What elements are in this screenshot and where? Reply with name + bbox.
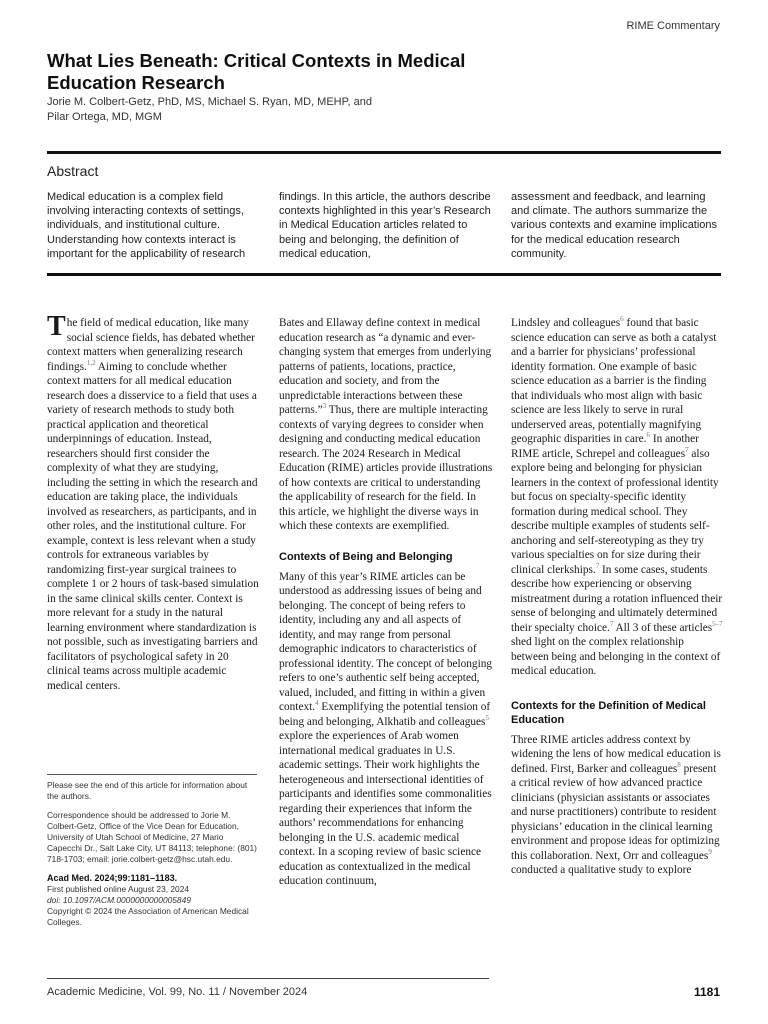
- reference-marker: 5–7: [712, 619, 723, 628]
- citation: Acad Med. 2024;99:1181–1183.: [47, 873, 178, 883]
- text-run: Exemplifying the potential tension of being and belonging, Alkhatib and colleagues: [279, 701, 491, 728]
- correspondence-note: Correspondence should be addressed to Jorie M. Colbert-Getz, Office of the Vice Dean for Education, University of Utah School of Medicine, 27 Mario Capecchi Dr., Salt Lake City, UT 84113; telephone: (801) 718-1703; email: jorie.colbert-getz@hsc.utah.edu.: [47, 810, 257, 864]
- text-run: also explore being and belonging for physician learners in the context of professional identity but focus on specialty-specific identity formation during medical school. They describe multiple examples of students self-anchoring and self-stereotyping as they try various specialties on for size during their clinical clerkships.: [511, 447, 719, 576]
- reference-marker: 3: [322, 402, 327, 411]
- reference-marker: 4: [315, 699, 319, 708]
- text-run: Three RIME articles address context by widening the lens of how medical education is defined. First, Barker and colleagues: [511, 733, 721, 775]
- body-paragraph: [47, 311, 261, 693]
- journal-footer: Academic Medicine, Vol. 99, No. 11 / November 2024: [47, 986, 308, 998]
- abstract-top-rule: [47, 151, 721, 154]
- body-paragraph: [511, 733, 723, 878]
- footnote-rule: [47, 774, 257, 775]
- abstract-column-3: assessment and feedback, and learning and climate. The authors summarize the various contexts and examine implications for the medical education research community.: [511, 191, 718, 260]
- text-run: present a critical review of how advanced practice clinicians (physician assistants or associates and nurse practitioners) contribute to resident physicians’ education in the clinical learning environment and propose ideas for optimizing this collaboration. Next, Orr and colleagues: [511, 762, 720, 862]
- body-paragraph: [279, 316, 493, 534]
- running-head: RIME Commentary: [626, 20, 720, 32]
- body-column-3: [511, 316, 723, 878]
- text-run: he field of medical education, like many social science fields, has debated whether context matters when generalizing research findings.: [47, 317, 255, 373]
- reference-marker: 7: [609, 619, 614, 628]
- text-run: All 3 of these articles: [613, 621, 713, 634]
- abstract-column-1: Medical education is a complex field involving interacting contexts of settings, individuals, and institutional culture. Understanding how contexts interact is important for the applicability of research: [47, 191, 246, 260]
- reference-marker: 6: [620, 315, 624, 324]
- article-title: What Lies Beneath: Critical Contexts in Medical Education Research: [47, 50, 466, 93]
- text-run: shed light on the complex relationship between being and belonging in the context of medical education.: [511, 636, 721, 677]
- text-run: explore the experiences of Arab women international medical graduates in U.S. academic settings. Their work highlights the heterogeneous and intersectional identities of participants and identifies some commonalities regarding their experiences that inform the authors’ recommendations for enhancing belonging in the U.S. academic medical context. In a scoping review of basic science education as contextualized in the medical education continuum,: [279, 730, 492, 887]
- abstract-bottom-rule: [47, 273, 721, 276]
- text-run: In another RIME article, Schrepel and colleagues: [511, 433, 699, 460]
- text-run: Aiming to conclude whether context matters for all medical education research does a disservice to a field that uses a variety of research methods to study both practical application and theoretical underpinnings of education. Instead, researchers should first consider the complexity of what they are studying, including the setting in which the research and education are taking place, the individuals involved as researchers, as participants, and in other roles, and the institutional culture. For example, context is less relevant when a study controls for extraneous variables by randomizing first-year surgical trainees to complete 1 or 2 hours of task-based simulation in the same clinical skills center. Context is more relevant for a study in the natural learning environment where standardization is not possible, such as investigating barriers and facilitators of psychological safety in 20 clinical teams across multiple academic medical centers.: [47, 360, 259, 692]
- publication-date: First published online August 23, 2024: [47, 884, 190, 894]
- authors-line-1: Jorie M. Colbert-Getz, PhD, MS, Michael S. Ryan, MD, MEHP, and: [47, 96, 373, 108]
- copyright: Copyright © 2024 the Association of American Medical Colleges.: [47, 906, 249, 927]
- reference-marker: 5: [485, 713, 489, 722]
- reference-marker: 8: [677, 760, 681, 769]
- text-run: conducted a qualitative study to explore: [511, 864, 692, 876]
- reference-marker: 9: [708, 847, 712, 856]
- author-list: [47, 95, 427, 124]
- footer-rule: [47, 978, 489, 979]
- text-run: found that basic science education can serve as both a catalyst and a barrier for physicians’ professional identity formation. One example of basic science education as a barrier is the finding that individuals who most align with basic science are less likely to serve in rural underserved areas, potentially magnifying geographic disparities in care.: [511, 317, 717, 445]
- author-info-note: Please see the end of this article for information about the authors.: [47, 780, 248, 801]
- doi-link[interactable]: doi: 10.1097/ACM.0000000000005849: [47, 895, 191, 905]
- text-run: Thus, there are multiple interacting contexts of varying degrees to consider when designing and conducting medical education research. The 2024 Research in Medical Education (RIME) articles provide illustrations of how contexts are critical to understanding the applicability of research for the field. In this article, we highlight the diverse ways in which these contexts are exemplified.: [279, 404, 493, 532]
- footnotes: [47, 780, 259, 928]
- body-paragraph: [279, 570, 493, 889]
- section-heading-being-belonging: Contexts of Being and Belonging: [279, 550, 453, 563]
- text-run: Bates and Ellaway define context in medical education research as “a dynamic and ever-changing system that emerges from underlying patterns of patients, locations, practice, education and society, and from the unpredictable interactions between these patterns.”: [279, 317, 492, 416]
- body-column-2: [279, 316, 493, 889]
- text-run: In some cases, students describe how experiencing or observing mistreatment during a rotation influenced their sense of belonging and ultimately determined their specialty choice.: [511, 563, 723, 634]
- abstract-column-2: findings. In this article, the authors describe contexts highlighted in this year’s Research in Medical Education articles related to being and belonging, the definition of medical education,: [279, 191, 491, 260]
- body-paragraph: [511, 316, 723, 679]
- text-run: Many of this year’s RIME articles can be understood as addressing issues of being and belonging. The concept of being refers to identity, including any and all aspects of identity, and may range from personal demographic indicators to characteristics of professional identity. The concept of belonging refers to one’s authentic self being accepted, valued, included, and fitting in within a given context.: [279, 570, 493, 713]
- reference-marker: 6: [646, 431, 651, 440]
- reference-marker: 1,2: [86, 358, 96, 367]
- abstract-heading: Abstract: [47, 163, 99, 179]
- page-number: 1181: [693, 985, 720, 999]
- reference-marker: 7: [595, 561, 600, 570]
- section-heading-definition: Contexts for the Definition of Medical Education: [511, 699, 706, 726]
- drop-cap: T: [47, 311, 66, 342]
- reference-marker: 7: [685, 445, 689, 454]
- body-column-1: [47, 311, 261, 693]
- text-run: Lindsley and colleagues: [511, 317, 621, 329]
- authors-line-2: Pilar Ortega, MD, MGM: [47, 110, 162, 123]
